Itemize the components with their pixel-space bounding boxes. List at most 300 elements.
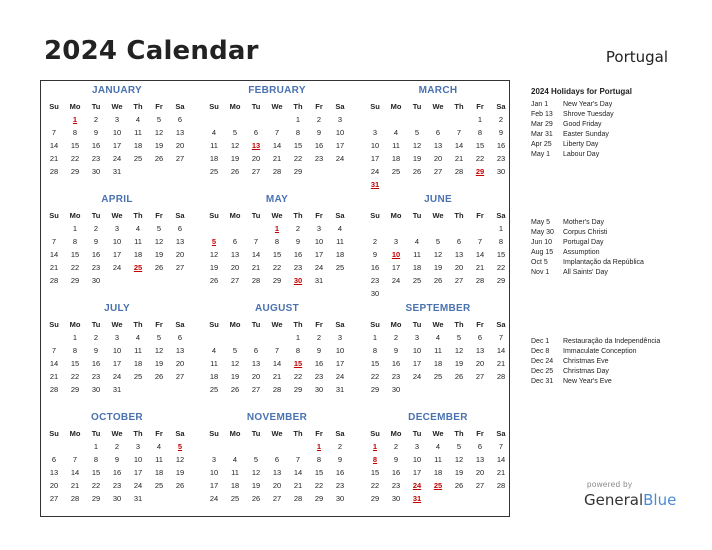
day-cell: 12 [454,455,464,464]
day-cell: 10 [314,237,324,246]
day-cell: 15 [70,359,80,368]
weekday-label: Su [209,429,219,438]
day-cell: 7 [498,333,504,342]
holiday-item [531,100,614,110]
day-cell: 4 [135,224,141,233]
day-cell: 3 [316,224,322,233]
day-cell: 31 [314,276,324,285]
day-cell: 20 [272,481,282,490]
holiday-day-cell: 30 [293,276,303,285]
month-november [201,408,353,514]
month-march [362,81,514,187]
month-october [41,408,193,514]
weekday-label: We [111,211,123,220]
day-cell: 3 [114,224,120,233]
day-cell: 9 [93,346,99,355]
day-cell: 11 [210,359,218,368]
day-cell: 22 [293,154,303,163]
holiday-name: All Saints' Day [563,269,608,276]
holiday-date: Apr 25 [531,141,552,148]
month-january [41,81,193,187]
day-cell: 5 [253,455,259,464]
holiday-date: Nov 1 [531,269,550,276]
day-cell: 9 [295,237,301,246]
day-cell: 4 [435,442,441,451]
day-cell: 17 [314,250,324,259]
day-cell: 27 [175,263,185,272]
weekday-label: Fr [476,211,484,220]
day-cell: 25 [209,385,219,394]
weekday-label: Fr [476,102,484,111]
day-cell: 26 [433,276,443,285]
weekday-label: Su [209,320,219,329]
weekday-label: Sa [496,429,506,438]
day-cell: 9 [93,237,99,246]
day-cell: 16 [314,141,324,150]
day-cell: 30 [391,494,401,503]
day-cell: 15 [370,359,380,368]
day-cell: 2 [316,333,322,342]
day-cell: 31 [133,494,143,503]
day-cell: 24 [314,263,324,272]
holiday-name: Easter Sunday [563,131,609,138]
holiday-day-cell: 1 [72,115,78,124]
weekday-label: Mo [69,429,81,438]
weekday-label: Mo [229,320,241,329]
brand-logo [584,491,676,509]
day-cell: 26 [175,481,185,490]
day-cell: 19 [175,468,185,477]
holiday-date: Dec 31 [531,378,554,385]
day-cell: 20 [230,263,240,272]
day-cell: 11 [231,468,239,477]
weekday-label: Fr [476,320,484,329]
day-cell: 21 [496,468,506,477]
day-cell: 2 [372,237,378,246]
day-cell: 20 [251,154,261,163]
holiday-date: Dec 8 [531,348,550,355]
day-cell: 29 [272,276,282,285]
day-cell: 18 [412,263,422,272]
day-cell: 21 [496,359,506,368]
month-name: APRIL [101,194,133,205]
day-cell: 27 [230,276,240,285]
day-cell: 8 [316,455,322,464]
weekday-label: We [271,320,283,329]
holiday-date: Feb 13 [531,111,553,118]
day-cell: 12 [230,359,240,368]
weekday-label: Sa [335,320,345,329]
day-cell: 20 [251,372,261,381]
day-cell: 29 [70,276,80,285]
weekday-label: Th [133,429,143,438]
month-name: MAY [265,194,289,205]
holiday-day-cell: 1 [316,442,322,451]
day-cell: 5 [156,224,162,233]
day-cell: 13 [475,455,485,464]
day-cell: 21 [49,372,59,381]
weekday-label: Sa [175,320,185,329]
day-cell: 18 [335,250,345,259]
month-december [362,408,514,514]
day-cell: 11 [134,346,142,355]
day-cell: 15 [370,468,380,477]
weekday-label: Mo [69,102,81,111]
day-cell: 22 [370,481,380,490]
day-cell: 16 [335,468,345,477]
day-cell: 22 [293,372,303,381]
day-cell: 19 [209,263,219,272]
holiday-date: Mar 29 [531,121,553,128]
day-cell: 5 [156,115,162,124]
day-cell: 23 [314,154,324,163]
day-cell: 27 [175,372,185,381]
day-cell: 5 [156,333,162,342]
weekday-label: Mo [390,211,402,220]
holiday-name: Christmas Eve [563,358,609,365]
holiday-name: Shrove Tuesday [563,111,614,118]
holiday-day-cell: 29 [475,167,485,176]
day-cell: 7 [72,455,78,464]
weekday-label: Th [454,102,464,111]
day-cell: 14 [272,359,282,368]
day-cell: 19 [454,468,464,477]
holiday-day-cell: 15 [293,359,303,368]
weekday-label: We [432,429,444,438]
day-cell: 14 [251,250,261,259]
day-cell: 10 [335,128,345,137]
holiday-item [531,248,644,258]
day-cell: 3 [414,333,420,342]
day-cell: 7 [295,455,301,464]
day-cell: 21 [251,263,261,272]
weekday-label: Sa [496,211,506,220]
day-cell: 13 [175,128,185,137]
weekday-label: Su [209,102,219,111]
weekday-label: We [111,102,123,111]
day-cell: 12 [412,141,422,150]
day-cell: 21 [49,154,59,163]
day-cell: 28 [49,167,59,176]
day-cell: 3 [114,333,120,342]
holiday-item [531,140,614,150]
day-cell: 24 [335,154,345,163]
day-cell: 23 [314,372,324,381]
holiday-day-cell: 10 [391,250,401,259]
day-cell: 20 [175,141,185,150]
day-cell: 28 [454,167,464,176]
day-cell: 19 [230,372,240,381]
day-cell: 17 [112,250,122,259]
day-cell: 1 [295,333,301,342]
day-cell: 12 [154,128,164,137]
day-cell: 5 [456,442,462,451]
weekday-label: We [271,429,283,438]
day-cell: 22 [314,481,324,490]
day-cell: 17 [412,359,422,368]
weekday-label: We [111,429,123,438]
month-may [201,190,353,296]
day-cell: 18 [230,481,240,490]
day-cell: 12 [251,468,261,477]
holiday-name: Corpus Christi [563,229,608,236]
day-cell: 4 [211,346,217,355]
day-cell: 1 [295,115,301,124]
day-cell: 27 [454,276,464,285]
weekday-label: Fr [155,102,163,111]
weekday-label: Sa [496,102,506,111]
weekday-label: Th [133,102,143,111]
month-april [41,190,193,296]
day-cell: 23 [335,481,345,490]
day-cell: 19 [230,154,240,163]
day-cell: 29 [293,385,303,394]
weekday-label: Th [454,320,464,329]
day-cell: 5 [435,237,441,246]
day-cell: 25 [230,494,240,503]
holiday-name: Immaculate Conception [563,348,637,355]
holiday-name: Labour Day [563,151,600,158]
day-cell: 7 [274,346,280,355]
holiday-date: Dec 24 [531,358,554,365]
holiday-item [531,150,614,160]
weekday-label: Su [370,429,380,438]
month-july [41,299,193,405]
weekday-label: Sa [335,102,345,111]
day-cell: 14 [49,250,59,259]
day-cell: 7 [51,128,57,137]
weekday-label: Tu [251,320,261,329]
day-cell: 2 [295,224,301,233]
month-name: AUGUST [254,303,300,314]
day-cell: 2 [337,442,343,451]
day-cell: 28 [496,481,506,490]
day-cell: 28 [293,494,303,503]
holiday-item [531,218,644,228]
weekday-label: We [432,102,444,111]
day-cell: 18 [133,359,143,368]
day-cell: 4 [393,128,399,137]
day-cell: 2 [393,333,399,342]
weekday-label: We [271,102,283,111]
holiday-date: Aug 15 [531,249,554,256]
day-cell: 15 [91,468,101,477]
day-cell: 24 [370,167,380,176]
holiday-list [531,218,644,278]
day-cell: 27 [49,494,59,503]
day-cell: 6 [51,455,57,464]
day-cell: 18 [133,141,143,150]
weekday-label: Tu [412,320,422,329]
day-cell: 30 [335,494,345,503]
weekday-label: Th [454,211,464,220]
day-cell: 14 [49,359,59,368]
weekday-label: Tu [412,429,422,438]
day-cell: 14 [293,468,303,477]
day-cell: 5 [232,128,238,137]
holiday-name: Implantação da República [563,259,644,266]
day-cell: 10 [209,468,219,477]
day-cell: 15 [272,250,282,259]
day-cell: 26 [230,385,240,394]
day-cell: 22 [70,154,80,163]
day-cell: 16 [112,468,122,477]
day-cell: 16 [391,359,401,368]
day-cell: 19 [412,154,422,163]
weekday-label: Sa [496,320,506,329]
day-cell: 11 [134,237,142,246]
weekday-label: Su [209,211,219,220]
day-cell: 20 [49,481,59,490]
day-cell: 21 [454,154,464,163]
day-cell: 4 [232,455,238,464]
day-cell: 22 [272,263,282,272]
day-cell: 7 [477,237,483,246]
day-cell: 4 [435,333,441,342]
day-cell: 25 [133,154,143,163]
weekday-label: Mo [390,429,402,438]
day-cell: 6 [435,128,441,137]
day-cell: 1 [372,333,378,342]
day-cell: 27 [251,385,261,394]
holiday-name: New Year's Day [563,101,613,108]
day-cell: 11 [336,237,344,246]
day-cell: 10 [112,128,122,137]
weekday-label: Fr [315,320,323,329]
day-cell: 14 [475,250,485,259]
day-cell: 3 [135,442,141,451]
weekday-label: Sa [335,211,345,220]
day-cell: 26 [230,167,240,176]
holiday-date: Oct 5 [531,259,548,266]
day-cell: 9 [316,128,322,137]
day-cell: 17 [335,359,345,368]
day-cell: 20 [175,359,185,368]
weekday-label: Tu [91,211,101,220]
day-cell: 8 [72,128,78,137]
month-name: NOVEMBER [246,412,308,423]
day-cell: 16 [91,359,101,368]
weekday-label: Th [454,429,464,438]
day-cell: 26 [251,494,261,503]
day-cell: 21 [272,372,282,381]
day-cell: 1 [72,224,78,233]
holiday-date: Dec 1 [531,338,550,345]
weekday-label: Th [293,102,303,111]
day-cell: 2 [93,333,99,342]
day-cell: 10 [412,455,422,464]
day-cell: 20 [433,154,443,163]
day-cell: 25 [433,372,443,381]
day-cell: 3 [414,442,420,451]
holiday-item [531,268,644,278]
month-name: OCTOBER [91,412,143,423]
day-cell: 8 [93,455,99,464]
holiday-name: Mother's Day [563,219,605,226]
day-cell: 9 [393,455,399,464]
day-cell: 18 [209,372,219,381]
day-cell: 7 [51,346,57,355]
holiday-day-cell: 8 [372,455,378,464]
day-cell: 12 [175,455,185,464]
day-cell: 27 [475,372,485,381]
day-cell: 17 [370,154,380,163]
weekday-label: Mo [390,102,402,111]
day-cell: 23 [391,481,401,490]
day-cell: 30 [112,494,122,503]
day-cell: 8 [295,128,301,137]
day-cell: 20 [175,250,185,259]
day-cell: 16 [370,263,380,272]
day-cell: 29 [370,385,380,394]
day-cell: 13 [49,468,59,477]
weekday-label: Sa [175,429,185,438]
day-cell: 16 [293,250,303,259]
holiday-name: Restauração da Independência [563,338,661,345]
day-cell: 26 [454,481,464,490]
day-cell: 10 [133,455,143,464]
day-cell: 6 [253,346,259,355]
day-cell: 19 [433,263,443,272]
day-cell: 27 [251,167,261,176]
holiday-day-cell: 5 [211,237,217,246]
day-cell: 15 [293,141,303,150]
day-cell: 6 [477,333,483,342]
day-cell: 25 [391,167,401,176]
day-cell: 23 [496,154,506,163]
day-cell: 14 [49,141,59,150]
month-name: JULY [104,303,130,314]
day-cell: 2 [498,115,504,124]
day-cell: 9 [114,455,120,464]
weekday-label: Fr [155,429,163,438]
day-cell: 6 [253,128,259,137]
powered-by-label: powered by [587,480,633,489]
holiday-item [531,238,644,248]
weekday-label: We [111,320,123,329]
day-cell: 22 [496,263,506,272]
day-cell: 11 [134,128,142,137]
day-cell: 6 [177,224,183,233]
day-cell: 30 [91,167,101,176]
day-cell: 8 [372,346,378,355]
weekday-label: Fr [315,211,323,220]
weekday-label: Th [293,211,303,220]
day-cell: 29 [496,276,506,285]
day-cell: 13 [175,237,185,246]
day-cell: 4 [156,442,162,451]
day-cell: 4 [414,237,420,246]
brand-name-part: Blue [643,491,677,509]
weekday-label: Fr [315,102,323,111]
day-cell: 21 [293,481,303,490]
weekday-label: Tu [91,320,101,329]
holiday-name: Good Friday [563,121,602,128]
day-cell: 24 [391,276,401,285]
weekday-label: Tu [412,102,422,111]
day-cell: 13 [251,359,261,368]
weekday-label: Tu [91,429,101,438]
day-cell: 19 [154,141,164,150]
holiday-item [531,228,644,238]
holidays-title: 2024 Holidays for Portugal [531,87,632,96]
day-cell: 16 [391,468,401,477]
weekday-label: Fr [315,429,323,438]
day-cell: 12 [154,346,164,355]
day-cell: 15 [70,250,80,259]
month-august [201,299,353,405]
weekday-label: We [432,320,444,329]
